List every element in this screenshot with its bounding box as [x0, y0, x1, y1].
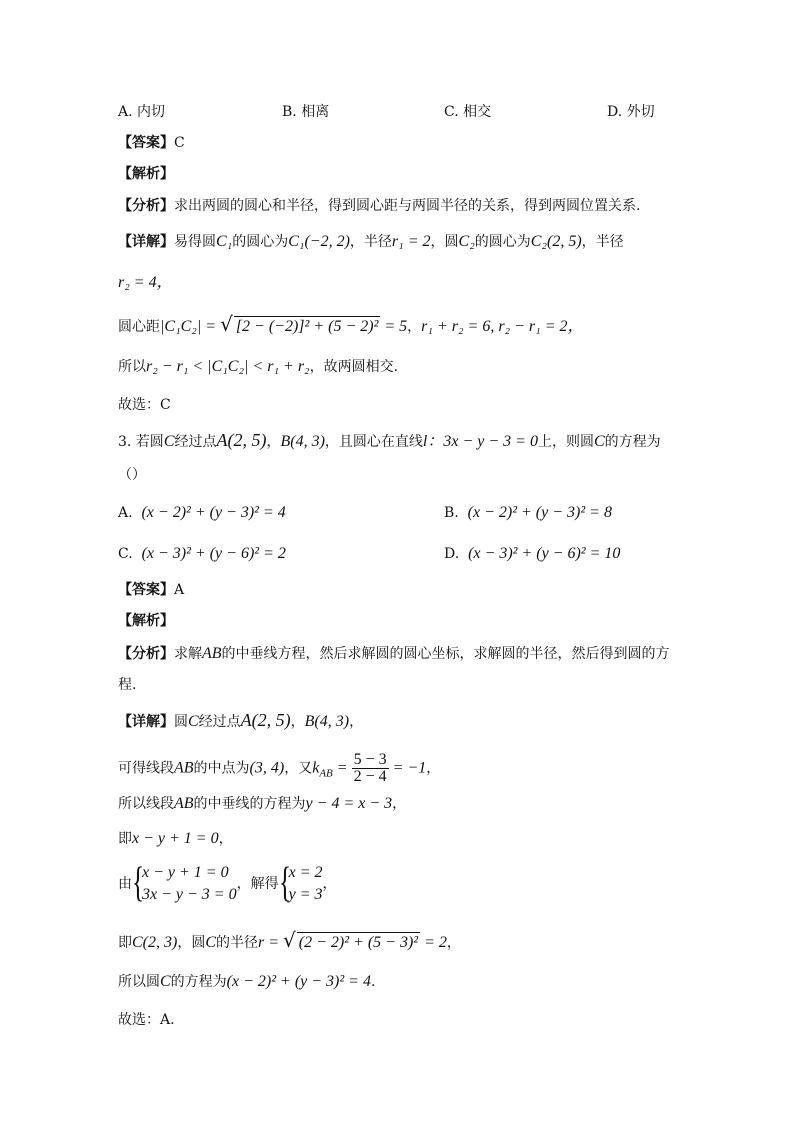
math: C₂(2, 5)	[530, 233, 582, 250]
q3-detail-6	[118, 930, 461, 953]
math: C₁	[216, 233, 233, 250]
math: B(4, 3)	[280, 433, 325, 450]
text: 的方程为	[604, 434, 661, 450]
text: ，	[218, 831, 233, 847]
text: 的方程为	[170, 974, 227, 990]
answer-line	[118, 133, 185, 153]
text: D.	[444, 546, 460, 562]
text: 的半径	[216, 935, 258, 951]
text: 即	[118, 831, 132, 847]
option-text: 相离	[301, 104, 330, 120]
text: ，	[322, 876, 337, 892]
text: C.	[118, 546, 133, 562]
text: ，圆	[177, 935, 206, 951]
q3-fenxi-line-2: 程.	[118, 677, 137, 693]
option-d	[607, 101, 655, 123]
text: 易得圆	[174, 234, 216, 250]
equation-system	[132, 862, 237, 906]
q3-option-a	[118, 502, 286, 524]
math: C	[205, 934, 216, 951]
detail-line-1	[118, 232, 624, 252]
math: AB	[174, 795, 194, 812]
solution-system	[279, 862, 323, 906]
math: (x − 2)² + (y − 3)² = 4	[141, 504, 286, 521]
brace-icon: {	[132, 860, 145, 906]
text: 经过点	[198, 714, 241, 730]
math: (x − 2)² + (y − 3)² = 8	[467, 504, 612, 521]
text: x − y + 1 = 0	[142, 864, 229, 881]
q3-detail-7	[118, 972, 375, 992]
q3-detail-3	[118, 794, 406, 814]
text: 求解	[174, 646, 202, 662]
q3-option-c	[118, 543, 286, 565]
math: C₂	[458, 233, 475, 250]
math: C	[160, 973, 171, 990]
conclusion-2: 故选：C	[118, 397, 171, 413]
text: 圆心距	[118, 319, 160, 335]
math: x − y + 1 = 0	[132, 830, 219, 847]
analysis-label: 【解析】	[118, 166, 174, 182]
math: = 2	[420, 934, 447, 951]
text: 的中点为	[193, 760, 250, 777]
math: |C₁C₂| =	[160, 318, 221, 335]
math: y − 4 = x − 3	[305, 795, 393, 812]
math: [2 − (−2)]² + (5 − 2)²	[235, 318, 379, 335]
q3-stem-line-1	[118, 430, 661, 452]
text: 由	[118, 876, 132, 892]
text: 的圆心为	[474, 234, 531, 250]
math: r =	[258, 934, 284, 951]
detail-line-3: 圆心距|C₁C₂| = √ [2 − (−2)]² + (5 − 2)² = 5，r₁ + r₂ = 6, r₂ − r₁ = 2，	[118, 312, 584, 336]
math: B(4, 3)	[304, 713, 350, 730]
text: 5 − 3	[353, 751, 387, 768]
option-letter: B.	[282, 104, 297, 120]
option-text: 内切	[137, 104, 166, 120]
text: 3. 若圆	[118, 434, 164, 450]
text: 圆	[174, 714, 188, 730]
text: 2 − 4	[353, 768, 387, 785]
text: .	[370, 974, 376, 990]
text: 即	[118, 935, 132, 951]
math: r₁ = 2	[391, 233, 431, 250]
math: C₁(−2, 2)	[288, 233, 350, 250]
math: (x − 2)² + (y − 3)² = 4	[226, 973, 371, 990]
math: (x − 3)² + (y − 6)² = 2	[141, 545, 286, 562]
fenxi-text: 求出两圆的圆心和半径，得到圆心距与两圆半径的关系，得到两圆位置关系.	[174, 198, 641, 214]
text: ，故两圆相交.	[309, 359, 399, 375]
answer-value: C	[174, 135, 185, 151]
q3-analysis-label: 【解析】	[118, 613, 174, 629]
q3-detail-4	[118, 829, 233, 849]
text: 所以圆	[118, 974, 160, 990]
text: 的圆心为	[232, 234, 289, 250]
q3-detail-1	[118, 710, 363, 732]
option-a	[118, 101, 165, 123]
detail-line-2: r₂ = 4，	[118, 274, 173, 291]
brace-icon: {	[278, 860, 291, 906]
text: ，	[290, 714, 305, 730]
q3-answer-line	[118, 580, 184, 600]
option-text: 外切	[626, 104, 655, 120]
math: C	[593, 433, 605, 450]
conclusion-3: 故选：A.	[118, 1012, 175, 1028]
text: 的中垂线的方程为	[193, 796, 306, 812]
math: = 5	[380, 318, 408, 335]
option-letter: A.	[118, 104, 133, 120]
text: 上，则圆	[537, 434, 594, 450]
math: C(2, 3)	[132, 934, 178, 951]
math: AB	[202, 645, 222, 662]
math: A(2, 5)	[216, 430, 267, 450]
math: (3, 4)	[249, 759, 285, 777]
text: 经过点	[174, 434, 217, 450]
option-text: 相交	[463, 104, 492, 120]
math: r₁ + r₂ = 6, r₂ − r₁ = 2，	[421, 318, 584, 335]
text: ，	[392, 796, 407, 812]
text: 3x − y − 3 = 0	[142, 886, 237, 903]
text: 所以线段	[118, 796, 174, 812]
text: ，又	[284, 760, 313, 777]
math: AB	[174, 759, 194, 777]
q3-option-b	[444, 502, 612, 524]
text: B.	[444, 505, 459, 521]
text: ，且圆心在直线	[324, 434, 423, 450]
text: ，	[266, 434, 281, 450]
text: y = 3	[288, 886, 323, 903]
text: ，圆	[430, 234, 459, 250]
text: ，	[426, 760, 441, 777]
text: 所以	[118, 359, 146, 375]
fraction	[352, 752, 389, 785]
math: C	[188, 713, 199, 730]
math: r₂ − r₁ < |C₁C₂| < r₁ + r₂	[146, 358, 310, 375]
math: l：3x − y − 3 = 0	[422, 433, 538, 450]
text: ，	[446, 935, 461, 951]
q3-detail-2: 可得线段AB的中点为(3, 4)，又$k_{AB}$ = $\frac{5 - 3}{2 - 4}$ = −1，	[118, 751, 441, 785]
q3-option-d	[444, 543, 620, 565]
text: 的中垂线方程，然后求解圆的圆心坐标，求解圆的半径，然后得到圆的方	[221, 646, 670, 662]
math: (2 − 2)² + (5 − 3)²	[298, 934, 419, 951]
text: 【分析】	[118, 646, 174, 662]
option-letter: D.	[607, 104, 623, 120]
text: ，	[349, 714, 364, 730]
detail-line-4	[118, 357, 398, 377]
math: k	[312, 759, 320, 777]
option-c	[444, 101, 491, 123]
text: A	[174, 582, 185, 598]
math: AB	[319, 767, 333, 780]
fenxi-line	[118, 196, 640, 216]
text: ，半径	[581, 234, 624, 250]
math: A(2, 5)	[240, 710, 291, 730]
text: ，半径	[349, 234, 392, 250]
sqrt-symbol: √	[220, 312, 233, 336]
text: ，解得	[236, 876, 279, 892]
text: 【详解】	[118, 714, 174, 730]
text: x = 2	[288, 864, 323, 881]
option-letter: C.	[444, 104, 459, 120]
xiangjie-label: 【详解】	[118, 234, 174, 250]
answer-label: 【答案】	[118, 135, 174, 151]
q3-fenxi-line-1	[118, 644, 670, 664]
math: (x − 3)² + (y − 6)² = 10	[468, 545, 621, 562]
text: A.	[118, 505, 133, 521]
sqrt-symbol: √	[283, 928, 296, 952]
fenxi-label: 【分析】	[118, 198, 174, 214]
q3-detail-5	[118, 862, 337, 906]
math: = −1	[388, 759, 427, 777]
text: 可得线段	[118, 760, 174, 777]
option-b	[282, 101, 329, 123]
math: C	[163, 433, 175, 450]
text: 【答案】	[118, 582, 174, 598]
q3-stem-line-2: （）	[118, 467, 146, 483]
